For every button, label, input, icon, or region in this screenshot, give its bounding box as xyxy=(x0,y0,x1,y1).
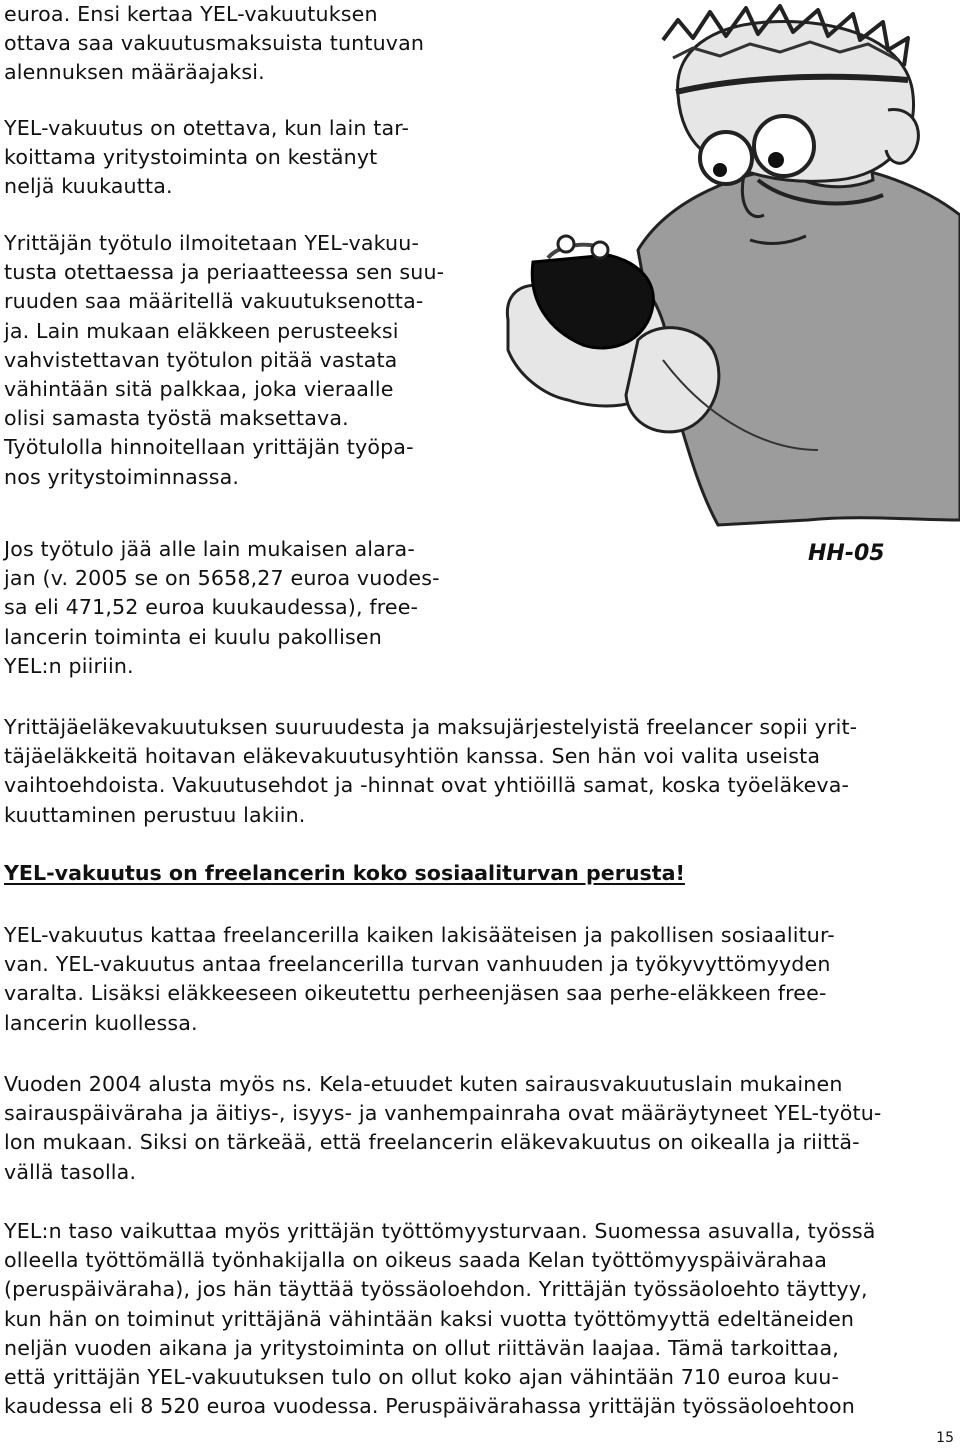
text-line: Yrittäjän työtulo ilmoitetaan YEL-vakuu- xyxy=(4,231,420,255)
heading-text: YEL-vakuutus on freelancerin koko sosiaaliturvan perusta! xyxy=(4,861,685,885)
text-line: varalta. Lisäksi eläkkeeseen oikeutettu perheenjäsen saa perhe-eläkkeen free- xyxy=(4,981,827,1006)
text-line: ja. Lain mukaan eläkkeen perusteeksi xyxy=(4,318,399,343)
text-line: vällä tasolla. xyxy=(4,1159,137,1184)
text-line: vähintään sitä palkkaa, joka vieraalle xyxy=(4,377,394,402)
paragraph-work-income xyxy=(4,229,444,492)
text-line: lon mukaan. Siksi on tärkeää, että freelancerin eläkevakuutus on oikealla ja riittä- xyxy=(4,1130,860,1155)
text-line: sairauspäiväraha ja äitiys-, isyys- ja vanhempainraha ovat määräytyneet YEL-työtu- xyxy=(4,1101,882,1126)
text-line: alennuksen määräajaksi. xyxy=(4,60,265,85)
text-line: kun hän on toiminut yrittäjänä vähintään kaksi vuotta työttömyyttä edeltäneiden xyxy=(4,1306,855,1331)
paragraph-lower-limit xyxy=(4,535,440,681)
paragraph-discount xyxy=(4,0,424,88)
text-line: Yrittäjäeläkevakuutuksen suuruudesta ja maksujärjestelyistä freelancer sopii yrit- xyxy=(4,715,858,739)
text-line: ruuden saa määritellä vakuutuksenotta- xyxy=(4,289,424,314)
paragraph-coverage xyxy=(4,921,954,1038)
text-line: neljän vuoden aikana ja yritystoiminta on ollut riittävän laajaa. Tämä tarkoittaa, xyxy=(4,1335,839,1360)
text-line: koittama yritystoiminta on kestänyt xyxy=(4,145,378,170)
text-line: olisi samasta työstä maksettava. xyxy=(4,406,349,431)
text-line: täjäeläkkeitä hoitavan eläkevakuutusyhtiön kanssa. Sen hän voi valita useista xyxy=(4,744,821,769)
text-line: neljä kuukautta. xyxy=(4,174,173,199)
text-line: euroa. Ensi kertaa YEL-vakuutuksen xyxy=(4,2,378,26)
text-line: Jos työtulo jää alle lain mukaisen alara- xyxy=(4,537,415,561)
text-line: olleella työttömällä työnhakijalla on oikeus saada Kelan työttömyyspäivärahaa xyxy=(4,1248,828,1273)
text-line: YEL:n piiriin. xyxy=(4,653,134,678)
text-line: tusta otettaessa ja periaatteessa sen suu- xyxy=(4,260,445,285)
paragraph-kela-benefits xyxy=(4,1070,954,1187)
section-heading xyxy=(4,859,954,888)
text-line: että yrittäjän YEL-vakuutuksen tulo on ollut koko ajan vähintään 710 euroa kuu- xyxy=(4,1365,840,1390)
text-line: ottava saa vakuutusmaksuista tuntuvan xyxy=(4,31,425,56)
text-line: Vuoden 2004 alusta myös ns. Kela-etuudet kuten sairausvakuutuslain mukainen xyxy=(4,1072,843,1096)
text-line: kaudessa eli 8 520 euroa vuodessa. Peruspäivärahassa yrittäjän työssäoloehtoon xyxy=(4,1394,855,1419)
text-line: van. YEL-vakuutus antaa freelancerilla turvan vanhuuden ja työkyvyttömyyden xyxy=(4,952,831,977)
text-line: YEL-vakuutus on otettava, kun lain tar- xyxy=(4,116,410,140)
text-line: YEL-vakuutus kattaa freelancerilla kaiken lakisääteisen ja pakollisen sosiaalitur- xyxy=(4,923,835,947)
man-with-purse-drawing xyxy=(488,0,960,660)
signature-text: HH-05 xyxy=(808,541,885,566)
text-line: nos yritystoiminnassa. xyxy=(4,464,240,489)
text-line: jan (v. 2005 se on 5658,27 euroa vuodes- xyxy=(4,566,440,591)
text-line: sa eli 471,52 euroa kuukaudessa), free- xyxy=(4,595,419,620)
page-number: 15 xyxy=(936,1430,954,1446)
text-line: lancerin kuollessa. xyxy=(4,1010,198,1035)
paragraph-unemployment xyxy=(4,1217,954,1421)
paragraph-insurance-size xyxy=(4,713,954,830)
text-line: vahvistettavan työtulon pitää vastata xyxy=(4,347,398,372)
cartoon-illustration xyxy=(488,0,960,660)
text-line: vaihtoehdoista. Vakuutusehdot ja -hinnat ovat yhtiöillä samat, koska työeläkeva- xyxy=(4,773,850,798)
paragraph-obligation xyxy=(4,114,409,202)
text-line: YEL:n taso vaikuttaa myös yrittäjän työttömyysturvaan. Suomessa asuvalla, työssä xyxy=(4,1219,876,1243)
text-line: lancerin toiminta ei kuulu pakollisen xyxy=(4,624,382,649)
text-line: Työtulolla hinnoitellaan yrittäjän työpa- xyxy=(4,435,414,460)
text-line: (peruspäiväraha), jos hän täyttää työssäoloehdon. Yrittäjän työssäoloehto täyttyy, xyxy=(4,1277,868,1302)
text-line: kuuttaminen perustuu lakiin. xyxy=(4,802,306,827)
